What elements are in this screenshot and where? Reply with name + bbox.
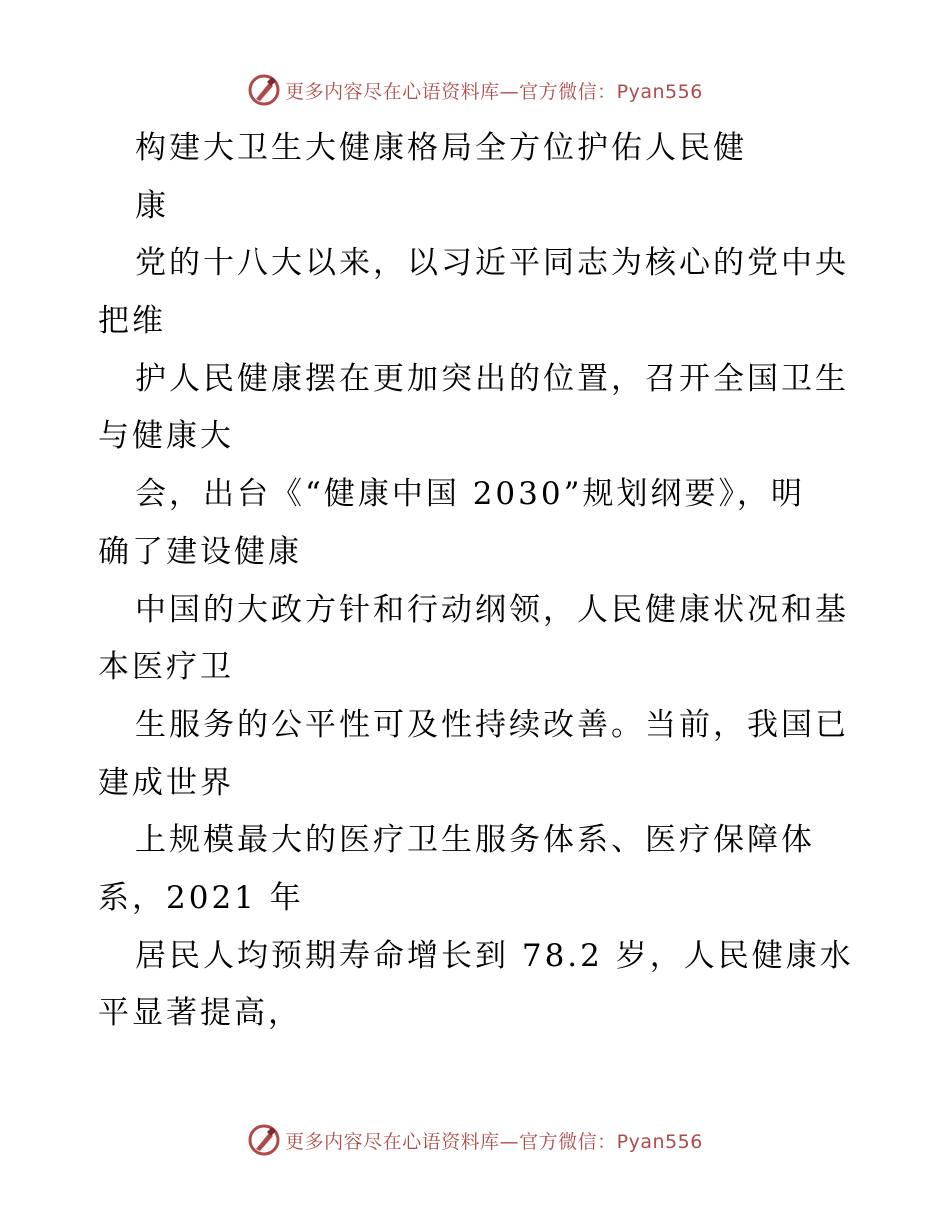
text-line: 生服务的公平性可及性持续改善。当前，我国已	[135, 706, 849, 743]
text-line: 系，2021 年	[98, 879, 304, 916]
header-watermark	[0, 70, 950, 110]
text-line: 把维	[98, 303, 166, 340]
text-line: 确了建设健康	[98, 533, 302, 570]
pen-logo-icon	[247, 1123, 281, 1157]
text-line: 护人民健康摆在更加突出的位置，召开全国卫生	[135, 360, 849, 397]
text-line: 党的十八大以来，以习近平同志为核心的党中央	[135, 245, 849, 282]
document-body	[98, 120, 858, 1043]
text-line: 本医疗卫	[98, 649, 234, 686]
footer-watermark	[0, 1120, 950, 1160]
text-line: 会，出台《“健康中国 2030”规划纲要》，明	[135, 476, 805, 513]
text-line: 康	[135, 187, 169, 224]
text-line: 上规模最大的医疗卫生服务体系、医疗保障体	[135, 822, 815, 859]
text-line: 平显著提高，	[98, 995, 302, 1032]
text-line: 构建大卫生大健康格局全方位护佑人民健	[135, 130, 747, 166]
text-line: 建成世界	[98, 764, 234, 801]
watermark-text: 更多内容尽在心语资料库—官方微信：Pyan556	[285, 80, 703, 103]
pen-logo-icon	[247, 73, 281, 107]
watermark-text: 更多内容尽在心语资料库—官方微信：Pyan556	[285, 1130, 703, 1153]
text-line: 居民人均预期寿命增长到 78.2 岁，人民健康水	[135, 937, 854, 974]
text-line: 与健康大	[98, 418, 234, 455]
text-line: 中国的大政方针和行动纲领，人民健康状况和基	[135, 591, 849, 628]
